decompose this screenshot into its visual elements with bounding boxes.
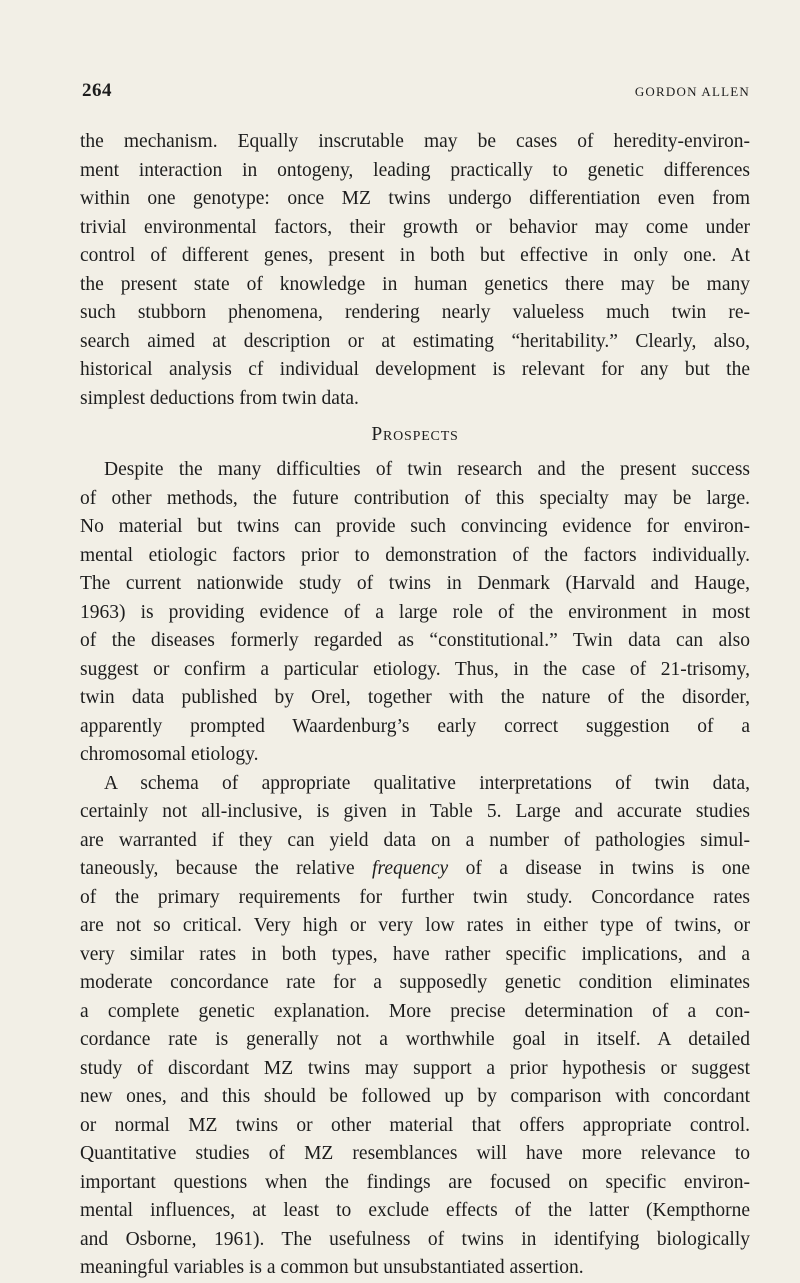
section-heading: Prospects: [371, 424, 459, 445]
text-line: historical analysis cf individual development is relevant for any but the: [80, 359, 750, 380]
text-line: meaningful variables is a common but unsubstantiated assertion.: [80, 1257, 584, 1278]
text-line: such stubborn phenomena, rendering nearly valueless much twin re-: [80, 302, 750, 323]
text-line: the present state of knowledge in human genetics there may be many: [80, 273, 750, 295]
text-line: twin data published by Orel, together with the nature of the disorder,: [80, 687, 750, 708]
text-line: suggest or confirm a particular etiology. Thus, in the case of 21-trisomy,: [80, 658, 750, 680]
text-line: new ones, and this should be followed up by comparison with concordant: [80, 1086, 750, 1107]
text-line: Quantitative studies of MZ resemblances will have more relevance to: [80, 1143, 750, 1164]
text-line: cordance rate is generally not a worthwhile goal in itself. A detailed: [80, 1029, 750, 1050]
page-number: 264: [82, 80, 112, 101]
text-line: are not so critical. Very high or very low rates in either type of twins, or: [80, 915, 750, 936]
text-line: important questions when the findings are focused on specific environ-: [80, 1171, 750, 1193]
text-line: control of different genes, present in both but effective in only one. At: [80, 245, 750, 266]
text-line: trivial environmental factors, their growth or behavior may come under: [80, 216, 750, 238]
text-run: taneously, because the relative: [80, 858, 373, 879]
text-line: simplest deductions from twin data.: [80, 387, 359, 409]
text-line: or normal MZ twins or other material that offers appropriate control.: [80, 1114, 750, 1136]
text-line: certainly not all-inclusive, is given in Table 5. Large and accurate studies: [80, 801, 750, 822]
text-line: 1963) is providing evidence of a large role of the environment in most: [80, 601, 750, 623]
text-line: very similar rates in both types, have rather specific implications, and a: [80, 943, 750, 965]
text-line: apparently prompted Waardenburg’s early correct suggestion of a: [80, 715, 750, 737]
paragraph-2: [80, 456, 750, 770]
text-line: moderate concordance rate for a supposedly genetic condition eliminates: [80, 972, 750, 993]
emphasized-word: frequency: [372, 858, 449, 879]
page-body: [80, 128, 750, 1283]
paragraph-3: [80, 770, 750, 1283]
text-line: Despite the many difficulties of twin research and the present success: [104, 459, 750, 480]
text-line: chromosomal etiology.: [80, 744, 259, 765]
paragraph-1: [80, 128, 750, 413]
text-line: within one genotype: once MZ twins undergo differentiation even from: [80, 188, 750, 209]
text-line: of the primary requirements for further twin study. Concordance rates: [80, 886, 750, 908]
text-line: the mechanism. Equally inscrutable may be cases of heredity-environ-: [80, 131, 750, 152]
text-line: a complete genetic explanation. More precise determination of a con-: [80, 1000, 750, 1022]
text-line: mental influences, at least to exclude effects of the latter (Kempthorne: [80, 1200, 750, 1221]
text-line: ment interaction in ontogeny, leading practically to genetic differences: [80, 159, 750, 181]
text-line: and Osborne, 1961). The usefulness of twins in identifying biologically: [80, 1228, 750, 1250]
running-head: GORDON ALLEN: [634, 84, 750, 99]
text-line: mental etiologic factors prior to demonstration of the factors individually.: [80, 544, 750, 566]
text-line: A schema of appropriate qualitative interpretations of twin data,: [104, 772, 750, 794]
text-line-with-emphasis: [80, 855, 750, 884]
text-line: of other methods, the future contribution of this specialty may be large.: [80, 487, 750, 509]
text-line: No material but twins can provide such convincing evidence for environ-: [80, 516, 750, 537]
text-line: are warranted if they can yield data on a number of pathologies simul-: [80, 829, 750, 851]
text-run: of a disease in twins is one: [448, 858, 750, 879]
text-line: search aimed at description or at estimating “heritability.” Clearly, also,: [80, 330, 750, 352]
text-line: study of discordant MZ twins may support a prior hypothesis or suggest: [80, 1057, 750, 1079]
text-line: of the diseases formerly regarded as “constitutional.” Twin data can also: [80, 630, 750, 651]
page-header: [80, 80, 750, 104]
text-line: The current nationwide study of twins in Denmark (Harvald and Hauge,: [80, 573, 750, 594]
